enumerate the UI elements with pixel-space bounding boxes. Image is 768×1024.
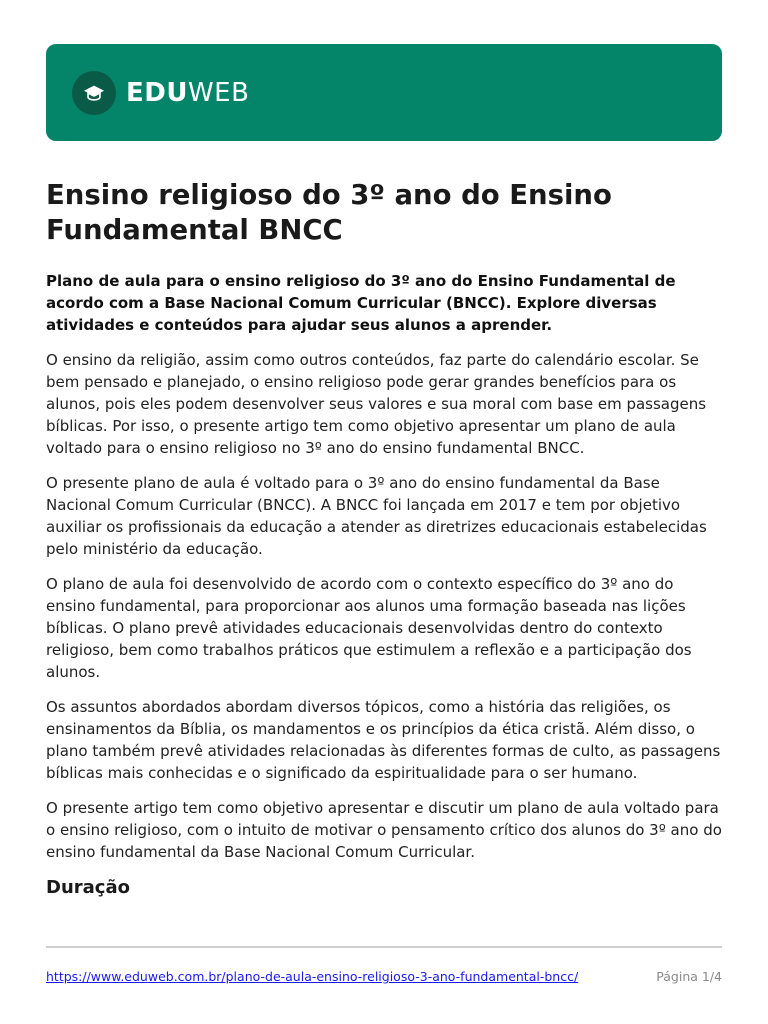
- header-banner: [46, 44, 722, 141]
- paragraph-1: O ensino da religião, assim como outros conteúdos, faz parte do calendário escolar. Se bem pensado e planejado, o ensino religioso pode gerar grandes benefícios para os alunos, pois eles podem desenvolver seus valores e sua moral com base em passagens bíblicas. Por isso, o presente artigo tem como objetivo apresentar um plano de aula voltado para o ensino religioso no 3º ano do ensino fundamental BNCC.: [46, 351, 707, 457]
- article-title: Ensino religioso do 3º ano do Ensino Fundamental BNCC: [46, 179, 612, 246]
- paragraph-3: O plano de aula foi desenvolvido de acordo com o contexto específico do 3º ano do ensino fundamental, para proporcionar aos alunos uma formação baseada nas lições bíblicas. O plano prevê atividades educacionais desenvolvidas dentro do contexto religioso, bem como trabalhos práticos que estimulem a reflexão e a participação dos alunos.: [46, 575, 692, 681]
- article-body: [46, 178, 726, 901]
- paragraph-2: O presente plano de aula é voltado para o 3º ano do ensino fundamental da Base Nacional Comum Curricular (BNCC). A BNCC foi lançada em 2017 e tem por objetivo auxiliar os profissionais da educação a atender as diretrizes educacionais estabelecidas pelo ministério da educação.: [46, 474, 707, 558]
- logo-text-light: WEB: [187, 78, 250, 108]
- graduation-cap-icon: [83, 82, 105, 104]
- logo-wordmark[interactable]: [126, 76, 249, 110]
- section-heading-duracao: Duração: [46, 877, 130, 898]
- page-number: Página 1/4: [656, 969, 722, 984]
- paragraph-5: O presente artigo tem como objetivo apresentar e discutir um plano de aula voltado para o ensino religioso, com o intuito de motivar o pensamento crítico dos alunos do 3º ano do ensino fundamental da Base Nacional Comum Curricular.: [46, 799, 722, 861]
- logo-badge: [72, 71, 116, 115]
- footer-divider: [46, 946, 722, 948]
- paragraph-4: Os assuntos abordados abordam diversos tópicos, como a história das religiões, os ensinamentos da Bíblia, os mandamentos e os princípios da ética cristã. Além disso, o plano também prevê atividades relacionadas às diferentes formas de culto, as passagens bíblicas mais conhecidas e o significado da espiritualidade para o ser humano.: [46, 698, 721, 782]
- logo-text-bold: EDU: [126, 78, 188, 108]
- article-lead: Plano de aula para o ensino religioso do 3º ano do Ensino Fundamental de acordo com a Base Nacional Comum Curricular (BNCC). Explore diversas atividades e conteúdos para ajudar seus alunos a aprender.: [46, 272, 676, 334]
- footer-source-link[interactable]: https://www.eduweb.com.br/plano-de-aula-ensino-religioso-3-ano-fundamental-bncc/: [46, 969, 579, 984]
